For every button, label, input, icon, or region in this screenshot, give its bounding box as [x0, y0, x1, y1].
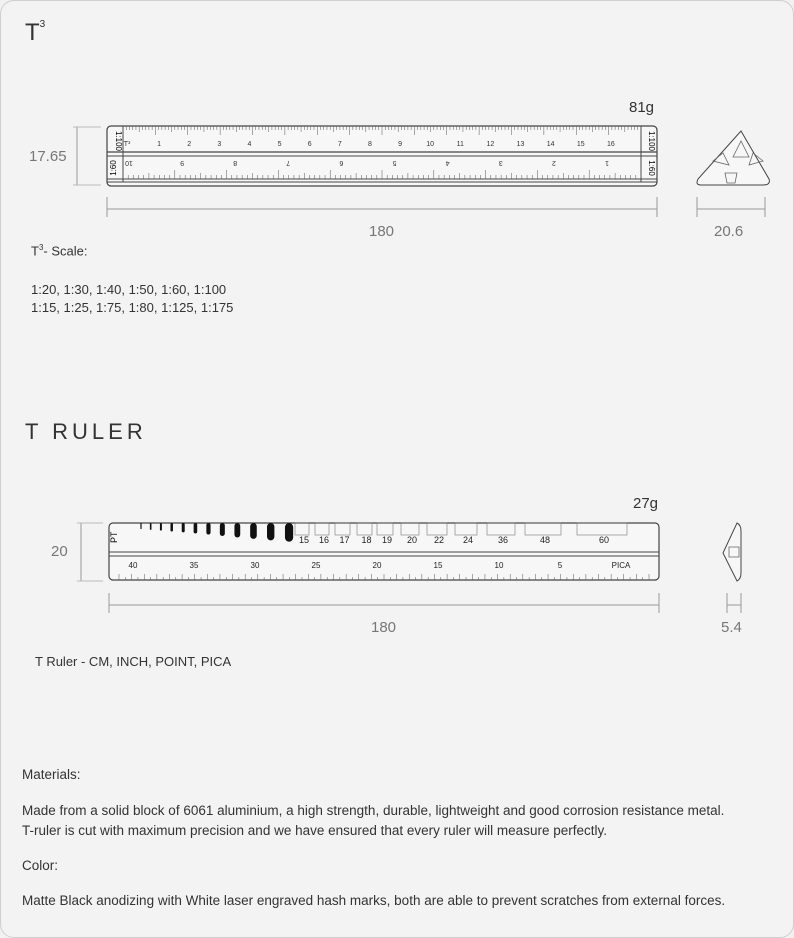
point-sample: [234, 523, 240, 537]
t3-bottom-number: 2: [551, 159, 556, 166]
t3-bottom-number: 6: [339, 159, 344, 166]
t3-top-number: 14: [546, 141, 555, 148]
truler-height-dimension: 20: [51, 543, 68, 560]
point-sample: [194, 523, 198, 533]
t3-bottom-number: 7: [286, 159, 291, 166]
t3-scale-bottom-right: 1:60: [647, 160, 656, 176]
pica-number: 15: [433, 561, 443, 570]
t3-top-number: 4: [247, 141, 252, 148]
point-sample: [150, 523, 152, 530]
t3-top-number: 9: [398, 141, 403, 148]
t3-bottom-number: 5: [392, 159, 397, 166]
t3-weight: 81g: [629, 99, 655, 116]
truler-title: T RULER: [25, 419, 147, 444]
materials-text: [22, 801, 782, 841]
pica-number: 10: [494, 561, 504, 570]
pica-number: 40: [128, 561, 138, 570]
materials-text-line-1: Made from a solid block of 6061 aluminium, a high strength, durable, lightweight and good corrosion resistance metal.: [22, 803, 725, 818]
pica-number: PICA: [611, 561, 631, 570]
point-sample: [140, 523, 141, 529]
t3-profile: [697, 131, 769, 185]
t3-bottom-number: 4: [445, 159, 450, 166]
t3-length-dimension: 180: [369, 223, 395, 240]
point-sample: [170, 523, 173, 532]
truler-length-dimension: 180: [371, 619, 397, 636]
t3-top-number: 3: [217, 141, 222, 148]
t3-top-number: 13: [516, 141, 525, 148]
truler-weight: 27g: [633, 495, 659, 512]
point-label: 20: [406, 535, 418, 545]
t3-scale-top-left: 1:100: [114, 130, 123, 152]
t3-top-number: 8: [367, 141, 372, 148]
t3-scale-heading: $T^3-$ Scale:: [31, 243, 88, 259]
truler-description: T Ruler - CM, INCH, POINT, PICA: [35, 654, 232, 669]
point-label: 19: [381, 535, 393, 545]
color-heading: Color:: [22, 858, 59, 873]
materials-heading: Materials:: [22, 767, 81, 782]
point-label: 17: [339, 535, 350, 545]
t3-scale-bottom-left: 1:60: [109, 160, 118, 176]
point-sample: [182, 523, 185, 532]
t3-top-number: 7: [337, 141, 342, 148]
t3-top-number: 5: [277, 141, 282, 148]
t3-top-number: 2: [187, 141, 192, 148]
t3-drawing: [1, 1, 794, 261]
point-label: 36: [497, 535, 509, 545]
materials-text-line-2: T-ruler is cut with maximum precision and we have ensured that every ruler will measure perfectly.: [22, 823, 607, 838]
t3-top-number: 16: [606, 141, 615, 148]
point-label: 22: [433, 535, 445, 545]
pica-number: 20: [372, 561, 382, 570]
t3-bottom-number: 9: [180, 159, 185, 166]
t3-scale-line-1: 1:20, 1:30, 1:40, 1:50, 1:60, 1:100: [31, 282, 227, 297]
point-sample: [250, 523, 257, 539]
point-sample: [267, 523, 274, 540]
t3-bottom-number: 10: [125, 159, 133, 166]
t3-top-number: 11: [456, 141, 464, 148]
point-sample: [206, 523, 210, 535]
truler-profile: [723, 523, 741, 581]
truler-pt-label: PT: [109, 531, 119, 543]
t3-scale-top-right: 1:100: [647, 130, 656, 152]
t3-scale-line-2: 1:15, 1:25, 1:75, 1:80, 1:125, 1:175: [31, 300, 234, 315]
t3-title: $T^3$: [25, 19, 46, 46]
point-sample: [285, 523, 293, 542]
t3-top-number: 15: [576, 141, 585, 148]
t3-ruler: [107, 126, 657, 186]
truler-width-dimension: 5.4: [721, 619, 742, 636]
t3-top-number: 1: [157, 141, 162, 148]
truler-drawing: [1, 501, 794, 631]
point-label: 18: [361, 535, 372, 545]
t3-bottom-number: 3: [498, 159, 503, 166]
point-label: 60: [598, 535, 610, 545]
pica-number: 25: [311, 561, 321, 570]
t3-top-number: 12: [486, 141, 495, 148]
point-label: 48: [539, 535, 551, 545]
pica-number: 30: [250, 561, 260, 570]
pica-number: 5: [557, 561, 563, 570]
point-label: 16: [318, 535, 330, 545]
t3-width-dimension: 20.6: [714, 223, 744, 240]
point-sample: [220, 523, 225, 536]
t3-top-number: 10: [426, 141, 435, 148]
t3-bottom-number: 8: [233, 159, 238, 166]
color-text: Matte Black anodizing with White laser engraved hash marks, both are able to prevent scratches from external forces.: [22, 893, 726, 908]
point-label: 24: [462, 535, 474, 545]
point-label: 15: [298, 535, 310, 545]
t3-top-number: T³: [123, 141, 131, 148]
truler-body: [109, 523, 659, 580]
t3-height-dimension: 17.65: [29, 148, 67, 165]
pica-number: 35: [189, 561, 199, 570]
t3-bottom-number: 1: [605, 159, 609, 166]
t3-top-number: 6: [307, 141, 312, 148]
point-sample: [160, 523, 162, 531]
